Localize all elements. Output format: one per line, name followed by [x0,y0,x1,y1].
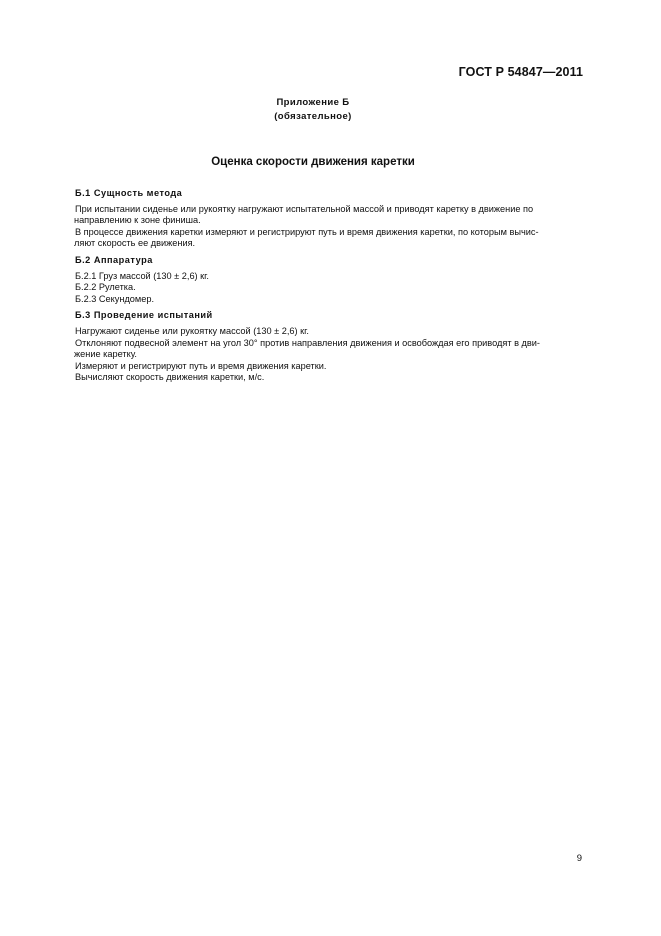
list-item: Б.2.3 Секундомер. [75,293,155,304]
text-line: ляют скорость ее движения. [74,238,196,249]
appendix-label: Приложение Б [276,97,350,108]
standard-code: ГОСТ Р 54847—2011 [458,65,583,79]
page-title: Оценка скорости движения каретки [211,156,415,168]
paragraph-line [75,227,583,239]
paragraph-line: жение каретку. [74,349,137,360]
paragraph-line: Нагружают сиденье или рукоятку массой (130 ± 2,6) кг. [75,325,309,336]
paragraph-line: Вычисляют скорость движения каретки, м/с. [75,372,265,383]
text-line: направлению к зоне финиша. [74,215,201,226]
paragraph-line: Отклоняют подвесной элемент на угол 30° против направления движения и освобождая его приводят в дви- [75,337,540,348]
text-line: При испытании сиденье или рукоятку нагружают испытательной массой и приводят каретку в движение по [75,203,534,214]
section-method-essence [75,188,583,250]
section-test-procedure [75,310,583,384]
document-body [75,188,583,389]
list-item: Б.2.2 Рулетка. [75,282,136,293]
appendix-heading [0,96,626,124]
paragraph-line [74,215,583,227]
section-heading: Б.1 Сущность метода [75,188,183,198]
list-item: Б.2.1 Груз массой (130 ± 2,6) кг. [75,270,209,281]
appendix-status: (обязательное) [274,111,352,122]
paragraph-line [75,204,583,216]
text-line: В процессе движения каретки измеряют и регистрируют путь и время движения каретки, по которым вычис- [75,226,539,237]
page-number: 9 [576,853,582,864]
section-heading: Б.3 Проведение испытаний [75,310,213,321]
paragraph-line [74,238,583,250]
section-heading: Б.2 Аппаратура [75,254,153,265]
section-apparatus [75,255,583,305]
paragraph-line: Измеряют и регистрируют путь и время движения каретки. [75,360,327,371]
